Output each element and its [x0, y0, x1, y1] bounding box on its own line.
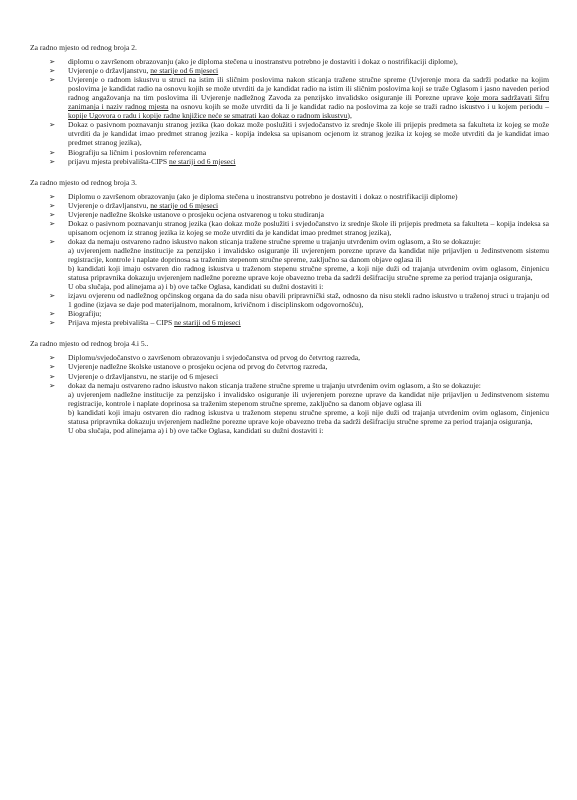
arrow-bullet-icon: ➢ — [49, 120, 56, 130]
list-item: ➢ Biografiju sa ličnim i poslovnim referencama — [49, 147, 207, 157]
arrow-bullet-icon: ➢ — [49, 371, 56, 381]
section-heading: Za radno mjesto od rednog broja 3. — [30, 177, 137, 187]
arrow-bullet-icon: ➢ — [49, 147, 56, 157]
sub-paragraph: b) kandidati koji imaju ostvaren dio radnog iskustva u traženom stepenu stručne spreme, a koji nije duži od trajanja utvrđenim ovim oglasom, činjenicu statusa pripravnika dokazuju uvjerenjem nadležne porezne uprave koje obavezno treba da sadrži dešifraciju stručne spreme za period trajanja osiguranja, — [68, 407, 549, 426]
sub-paragraph: a) uvjerenjem nadležne institucije za penzijsko i invalidsko osiguranje ili uvjerenjem porezne uprave da kandidat nije prijavljen u Jedinstvenom sistemu registracije, kontrole i naplate doprinosa sa traženim stepenom stručne spreme, zaključno sa danom objave oglasa ili — [68, 245, 549, 264]
requirements-list — [30, 192, 549, 328]
list-item: ➢ Prijava mjesta prebivališta – CIPS ne stariji od 6 mjeseci — [49, 318, 241, 328]
section-heading: Za radno mjesto od rednog broja 4.i 5.. — [30, 339, 149, 349]
list-item: ➢ Uvjerenje nadležne školske ustanove o prosjeku ocjena ostvarenog u toku studiranja — [49, 209, 325, 219]
section-heading: Za radno mjesto od rednog broja 2. — [30, 43, 137, 52]
list-item: ➢ Uvjerenje o državljanstvu, ne starije od 6 mjeseci — [49, 371, 219, 381]
arrow-bullet-icon: ➢ — [49, 57, 56, 67]
arrow-bullet-icon: ➢ — [49, 191, 56, 201]
arrow-bullet-icon: ➢ — [49, 75, 56, 85]
list-item: ➢ dokaz da nemaju ostvareno radno iskustvo nakon sticanja tražene stručne spreme u trajanju utvrđenim ovim oglasom, a što se dokazuje: a) uvjerenjem nadležne institucije za penzijsko i invalidsko osiguranje ili uvjerenjem porezne uprave da kandidat nije prijavljen u Jedinstvenom sistemu registracije, kontrole i naplate doprinosa sa traženim stepenom stručne spreme, zaključno sa danom objave oglasa ili b) kandidati koji imaju ostvaren dio radnog iskustva u traženom stepenu stručne spreme, a koji nije duži od trajanja utvrđenim ovim oglasom, činjenicu statusa pripravnika dokazuju uvjerenjem nadležne porezne uprave koje obavezno treba da sadrži dešifraciju stručne spreme za period trajanja osiguranja, U oba slučaja, pod alinejama a) i b) ove tačke Oglasa, kandidati su dužni dostaviti i: — [49, 236, 549, 292]
arrow-bullet-icon: ➢ — [49, 309, 56, 319]
arrow-bullet-icon: ➢ — [49, 291, 56, 301]
list-item: ➢ Diplomu o završenom obrazovanju (ako je diploma stečena u inostranstvu potrebno je dostaviti i dokaz o nostrifikaciji diplome) — [49, 191, 458, 201]
arrow-bullet-icon: ➢ — [49, 362, 56, 372]
list-item: ➢ Dokaz o pasivnom poznavanju stranog jezika (kao dokaz može poslužiti i svjedočanstvo iz srednje škole ili prijepis predmeta sa fakulteta – kopija indeksa sa upisanom ocjenom iz stranog jezika iz kojeg se može utvrditi da je kandidat imao predmet stranog jezika), — [49, 218, 549, 237]
arrow-bullet-icon: ➢ — [49, 380, 56, 390]
list-item: ➢ Uvjerenje o državljanstvu, ne starije od 6 mjeseci — [49, 200, 219, 210]
arrow-bullet-icon: ➢ — [49, 156, 56, 166]
section-2 — [30, 178, 549, 328]
sub-paragraph: a) uvjerenjem nadležne institucije za penzijsko i invalidsko osiguranje ili uvjerenjem porezne uprave da kandidat nije prijavljen u Jedinstvenom sistemu registracije, kontrole i naplate doprinosa sa traženim stepenom stručne spreme, zaključno sa danom objave oglasa ili — [68, 389, 549, 408]
sub-paragraph: b) kandidati koji imaju ostvaren dio radnog iskustva u traženom stepenu stručne spreme, a koji nije duži od trajanja utvrđenim ovim oglasom, činjenicu statusa pripravnika dokazuju uvjerenjem nadležne porezne uprave koje obavezno treba da sadrži dešifraciju stručne spreme za period trajanja osiguranja, — [68, 264, 549, 283]
sub-paragraph: U oba slučaja, pod alinejama a) i b) ove tačke Oglasa, kandidati su dužni dostaviti i: — [68, 282, 324, 292]
arrow-bullet-icon: ➢ — [49, 236, 56, 246]
section-3 — [30, 339, 549, 434]
arrow-bullet-icon: ➢ — [49, 218, 56, 228]
list-item: ➢ Uvjerenje nadležne školske ustanove o prosjeku ocjena od prvog do četvrtog razreda, — [49, 362, 328, 372]
list-item: ➢ dokaz da nemaju ostvareno radno iskustvo nakon sticanja tražene stručne spreme u trajanju utvrđenim ovim oglasom, a što se dokazuje: a) uvjerenjem nadležne institucije za penzijsko i invalidsko osiguranje ili uvjerenjem porezne uprave da kandidat nije prijavljen u Jedinstvenom sistemu registracije, kontrole i naplate doprinosa sa traženim stepenom stručne spreme, zaključno sa danom objave oglasa ili b) kandidati koji imaju ostvaren dio radnog iskustva u traženom stepenu stručne spreme, a koji nije duži od trajanja utvrđenim ovim oglasom, činjenicu statusa pripravnika dokazuju uvjerenjem nadležne porezne uprave koje obavezno treba da sadrži dešifraciju stručne spreme za period trajanja osiguranja, U oba slučaja, pod alinejama a) i b) ove tačke Oglasa, kandidati su dužni dostaviti i: — [49, 380, 549, 435]
list-item: ➢ Diplomu/svjedočanstvo o završenom obrazovanju i svjedočanstva od prvog do četvrtog razreda, — [49, 353, 361, 363]
arrow-bullet-icon: ➢ — [49, 353, 56, 363]
arrow-bullet-icon: ➢ — [49, 209, 56, 219]
requirements-list — [30, 57, 549, 166]
sub-paragraph: U oba slučaja, pod alinejama a) i b) ove tačke Oglasa, kandidati su dužni dostaviti i: — [68, 425, 324, 435]
requirements-list — [30, 353, 549, 434]
arrow-bullet-icon: ➢ — [49, 318, 56, 328]
list-item: ➢ prijavu mjesta prebivališta-CIPS ne stariji od 6 mjeseci — [49, 156, 236, 166]
list-item: ➢ Uvjerenje o radnom iskustvu u struci na istim ili sličnim poslovima nakon sticanja tražene stručne spreme (Uvjerenje mora da sadrži podatke na kojim poslovima je kandidat radio na osnovu kojih se može utvrditi da je kandidat radio na istim ili sličnim poslovima koji se traže Oglasom i jasno naveden period radnog angažovanja na tim poslovima ili Uvjerenje nadležnog Zavoda za penzijsko invalidsko osiguranje ili Porezne uprave koje mora sadržavati šifru zanimanja i naziv radnog mjesta na osnovu kojih se može utvrditi da li je kandidat radio na poslovima za koje se traži radno iskustvo i u kojem periodu – kopije Ugovora o radu i kopije radne knjižice neće se smatrati kao dokaz o radnom iskustvu), — [49, 75, 549, 121]
arrow-bullet-icon: ➢ — [49, 66, 56, 76]
section-1 — [30, 43, 549, 166]
list-item: ➢ Biografiju; — [49, 309, 102, 319]
list-item: ➢ Dokaz o pasivnom poznavanju stranog jezika (kao dokaz može poslužiti i svjedočanstvo iz srednje škole ili prijepis predmeta sa fakulteta iz kojeg se može utvrditi da je kandidat imao predmet stranog jezika - kopija indeksa sa upisanom ocjenom iz stranog jezika iz kojeg se može utvrditi da je kandidat imao predmet stranog jezika), — [49, 120, 549, 148]
list-item: ➢ diplomu o završenom obrazovanju (ako je diploma stečena u inostranstvu potrebno je dostaviti i dokaz o nostrifikaciji diplome), — [49, 57, 458, 67]
arrow-bullet-icon: ➢ — [49, 200, 56, 210]
list-item: ➢ Uvjerenje o državljanstvu, ne starije od 6 mjeseci — [49, 66, 219, 76]
list-item: ➢ izjavu ovjerenu od nadležnog općinskog organa da do sada nisu obavili pripravnički staž, odnosno da nisu stekli radno iskustvo u traženoj struci u trajanju od 1 godine (izjava se daje pod materijalnom, moralnom, krivičnom i disciplinskom odgovornošću), — [49, 291, 549, 310]
